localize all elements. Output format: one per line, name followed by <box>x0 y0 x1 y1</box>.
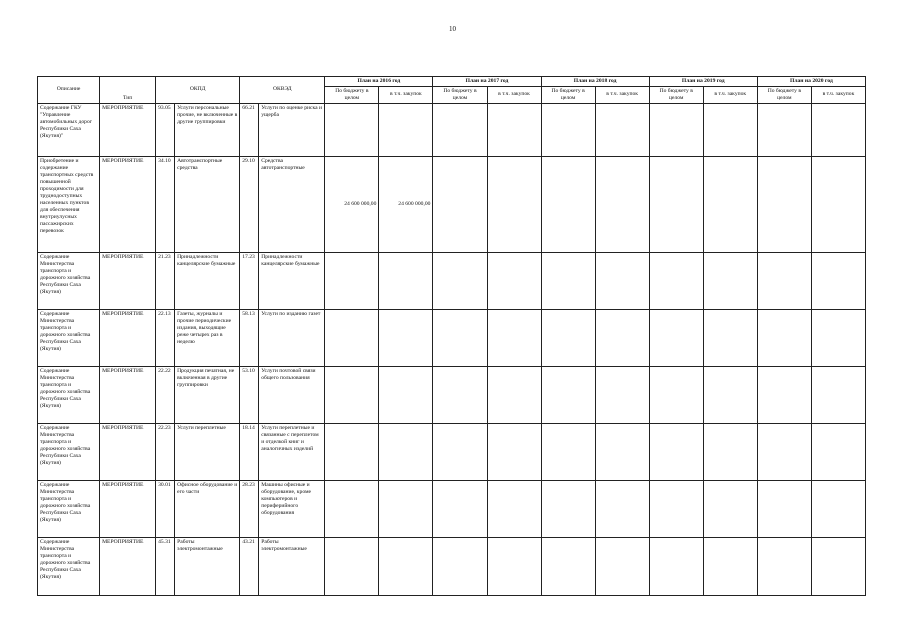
procurement-plan-table <box>37 76 866 596</box>
cell-okved-name: Услуги по оценке риска и ущерба <box>259 103 325 156</box>
cell-description: Содержание Министерства транспорта и дорожного хозяйства Республики Саха (Якутия) <box>38 480 100 537</box>
cell-type: МЕРОПРИЯТИЕ <box>100 480 156 537</box>
cell-amount <box>325 103 379 156</box>
header-okved: ОКВЭД <box>240 77 325 104</box>
cell-amount <box>379 252 433 309</box>
cell-description: Содержание Министерства транспорта и дорожного хозяйства Республики Саха (Якутия) <box>38 537 100 595</box>
cell-amount <box>595 480 649 537</box>
cell-amount <box>703 366 757 423</box>
cell-amount <box>811 423 865 480</box>
header-budget-purchases: в т.ч. закупок <box>595 86 649 103</box>
cell-description: Содержание Министерства транспорта и дорожного хозяйства Республики Саха (Якутия) <box>38 423 100 480</box>
cell-amount <box>541 156 595 252</box>
cell-amount <box>541 480 595 537</box>
cell-description: Содержание Министерства транспорта и дорожного хозяйства Республики Саха (Якутия) <box>38 309 100 366</box>
cell-amount <box>649 252 703 309</box>
cell-okved-code: 29.10 <box>240 156 259 252</box>
cell-okpd-name: Работы электромонтажные <box>175 537 240 595</box>
cell-amount <box>757 103 811 156</box>
table-row <box>38 309 866 366</box>
cell-amount <box>757 480 811 537</box>
cell-okved-code: 66.21 <box>240 103 259 156</box>
table-row <box>38 252 866 309</box>
header-budget-purchases: в т.ч. закупок <box>811 86 865 103</box>
cell-amount <box>433 423 487 480</box>
cell-amount <box>433 252 487 309</box>
header-type: Тип <box>100 77 156 104</box>
cell-amount <box>811 309 865 366</box>
cell-amount <box>379 309 433 366</box>
cell-amount <box>325 252 379 309</box>
header-budget-total: По бюджету в целом <box>433 86 487 103</box>
cell-amount <box>433 156 487 252</box>
header-budget-purchases: в т.ч. закупок <box>703 86 757 103</box>
cell-amount <box>703 423 757 480</box>
cell-amount <box>757 309 811 366</box>
cell-amount <box>595 156 649 252</box>
cell-okpd-code: 22.23 <box>156 423 175 480</box>
cell-amount <box>487 423 541 480</box>
cell-amount <box>811 537 865 595</box>
cell-amount <box>703 252 757 309</box>
cell-amount <box>811 480 865 537</box>
cell-type: МЕРОПРИЯТИЕ <box>100 103 156 156</box>
table-row <box>38 423 866 480</box>
cell-amount <box>487 480 541 537</box>
cell-type: МЕРОПРИЯТИЕ <box>100 423 156 480</box>
cell-okved-name: Услуги переплетные и связанные с переплетом и отделкой книг и аналогичных изделий <box>259 423 325 480</box>
cell-okpd-name: Услуги персональные прочие, не включенные в другие группировки <box>175 103 240 156</box>
cell-amount <box>595 366 649 423</box>
cell-okpd-name: Принадлежности канцелярские бумажные <box>175 252 240 309</box>
cell-amount <box>433 537 487 595</box>
cell-amount <box>379 537 433 595</box>
cell-amount <box>595 537 649 595</box>
cell-okpd-code: 45.31 <box>156 537 175 595</box>
cell-okved-code: 53.10 <box>240 366 259 423</box>
cell-amount <box>757 366 811 423</box>
table-row <box>38 366 866 423</box>
cell-okved-name: Услуги по изданию газет <box>259 309 325 366</box>
cell-amount <box>649 156 703 252</box>
cell-amount <box>811 156 865 252</box>
cell-amount <box>703 103 757 156</box>
cell-amount <box>703 480 757 537</box>
cell-amount <box>487 366 541 423</box>
header-budget-total: По бюджету в целом <box>541 86 595 103</box>
cell-amount <box>433 480 487 537</box>
cell-okved-name: Машины офисные и оборудование, кроме компьютеров и периферийного оборудования <box>259 480 325 537</box>
table-row <box>38 156 866 252</box>
cell-type: МЕРОПРИЯТИЕ <box>100 366 156 423</box>
cell-okpd-code: 22.13 <box>156 309 175 366</box>
cell-okved-name: Работы электромонтажные <box>259 537 325 595</box>
cell-amount <box>487 156 541 252</box>
table-row <box>38 480 866 537</box>
cell-okved-code: 43.21 <box>240 537 259 595</box>
cell-amount <box>541 252 595 309</box>
cell-type: МЕРОПРИЯТИЕ <box>100 252 156 309</box>
cell-okpd-code: 21.23 <box>156 252 175 309</box>
cell-amount <box>649 366 703 423</box>
cell-amount <box>379 423 433 480</box>
cell-amount <box>757 423 811 480</box>
header-year-2016: План на 2016 год <box>325 77 433 87</box>
cell-amount <box>703 156 757 252</box>
header-budget-purchases: в т.ч. закупок <box>379 86 433 103</box>
cell-amount <box>649 309 703 366</box>
cell-okved-name: Услуги почтовой связи общего пользования <box>259 366 325 423</box>
cell-okpd-name: Газеты, журналы и прочие периодические издания, выходящие реже четырех раз в неделю <box>175 309 240 366</box>
cell-amount <box>703 309 757 366</box>
cell-description: Приобретение и содержание транспортных средств повышенной проходимости для труднодоступных населенных пунктов для обеспечения внутриулусных пассажирских перевозок <box>38 156 100 252</box>
cell-amount <box>811 252 865 309</box>
cell-amount <box>595 252 649 309</box>
cell-amount <box>325 366 379 423</box>
cell-okpd-name: Продукция печатная, не включенная в другие группировки <box>175 366 240 423</box>
cell-amount <box>325 309 379 366</box>
cell-okved-name: Принадлежности канцелярские бумажные <box>259 252 325 309</box>
cell-type: МЕРОПРИЯТИЕ <box>100 537 156 595</box>
cell-description: Содержание Министерства транспорта и дорожного хозяйства Республики Саха (Якутия) <box>38 252 100 309</box>
cell-amount <box>595 103 649 156</box>
cell-amount <box>703 537 757 595</box>
cell-amount <box>649 103 703 156</box>
header-description: Описание <box>38 77 100 104</box>
cell-amount <box>433 309 487 366</box>
cell-description: Содержание Министерства транспорта и дорожного хозяйства Республики Саха (Якутия) <box>38 366 100 423</box>
cell-okpd-code: 22.22 <box>156 366 175 423</box>
cell-amount <box>541 366 595 423</box>
cell-amount <box>487 252 541 309</box>
cell-amount <box>487 309 541 366</box>
cell-amount <box>757 537 811 595</box>
header-year-2020: План на 2020 год <box>757 77 865 87</box>
cell-amount <box>595 309 649 366</box>
cell-amount <box>325 480 379 537</box>
cell-description: Содержание ГКУ "Управление автомобильных дорог Республики Саха (Якутия)" <box>38 103 100 156</box>
cell-amount <box>541 423 595 480</box>
cell-amount <box>595 423 649 480</box>
cell-amount <box>325 537 379 595</box>
cell-okpd-name: Услуги переплетные <box>175 423 240 480</box>
cell-okpd-code: 30.01 <box>156 480 175 537</box>
cell-okpd-name: Офисное оборудование и его части <box>175 480 240 537</box>
header-budget-total: По бюджету в целом <box>325 86 379 103</box>
cell-type: МЕРОПРИЯТИЕ <box>100 156 156 252</box>
cell-amount <box>757 252 811 309</box>
cell-amount <box>379 103 433 156</box>
cell-amount <box>757 156 811 252</box>
cell-amount <box>379 366 433 423</box>
header-year-2017: План на 2017 год <box>433 77 541 87</box>
page-number: 10 <box>449 25 456 33</box>
cell-okved-code: 17.23 <box>240 252 259 309</box>
cell-amount <box>649 537 703 595</box>
cell-amount: 24 600 000,00 <box>325 156 379 252</box>
cell-amount <box>811 366 865 423</box>
header-okpd: ОКПД <box>156 77 240 104</box>
header-budget-purchases: в т.ч. закупок <box>487 86 541 103</box>
cell-okpd-name: Автотранспортные средства <box>175 156 240 252</box>
header-budget-total: По бюджету в целом <box>757 86 811 103</box>
cell-okved-name: Средства автотранспортные <box>259 156 325 252</box>
cell-okved-code: 28.23 <box>240 480 259 537</box>
table-row <box>38 537 866 595</box>
cell-amount <box>541 309 595 366</box>
cell-okved-code: 18.14 <box>240 423 259 480</box>
cell-amount <box>487 103 541 156</box>
cell-amount <box>649 423 703 480</box>
cell-okved-code: 58.13 <box>240 309 259 366</box>
header-budget-total: По бюджету в целом <box>649 86 703 103</box>
cell-amount <box>541 537 595 595</box>
cell-amount: 24 600 000,00 <box>379 156 433 252</box>
cell-amount <box>649 480 703 537</box>
cell-amount <box>811 103 865 156</box>
cell-amount <box>487 537 541 595</box>
cell-amount <box>433 366 487 423</box>
header-year-2018: План на 2018 год <box>541 77 649 87</box>
cell-type: МЕРОПРИЯТИЕ <box>100 309 156 366</box>
header-year-2019: План на 2019 год <box>649 77 757 87</box>
cell-amount <box>541 103 595 156</box>
cell-amount <box>379 480 433 537</box>
cell-amount <box>325 423 379 480</box>
table-row <box>38 103 866 156</box>
cell-amount <box>433 103 487 156</box>
cell-okpd-code: 93.05 <box>156 103 175 156</box>
cell-okpd-code: 34.10 <box>156 156 175 252</box>
